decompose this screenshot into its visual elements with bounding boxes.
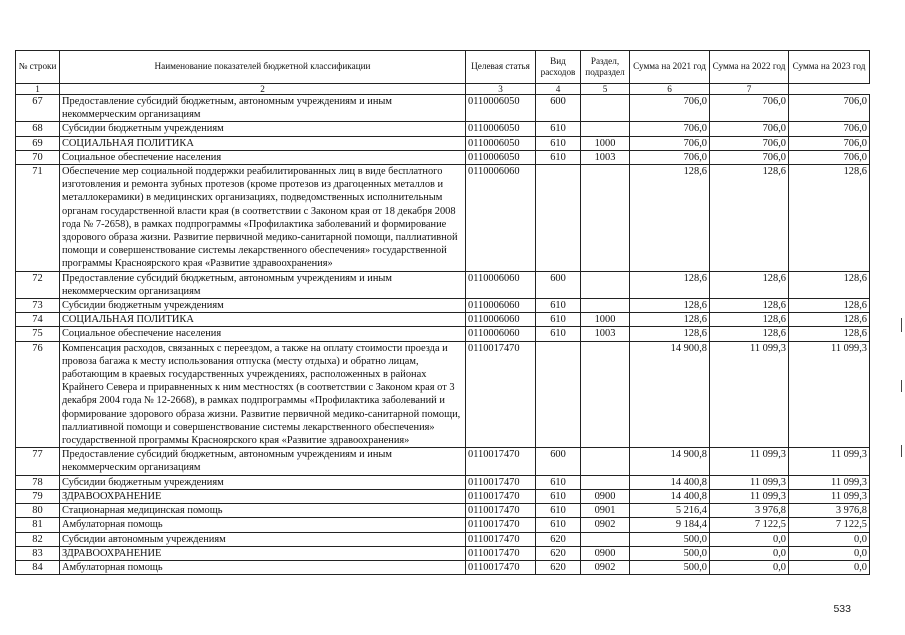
row-number-cell: 77 — [16, 448, 60, 475]
row-number-cell: 73 — [16, 299, 60, 313]
section-code-cell: 0901 — [581, 504, 630, 518]
row-number-cell: 76 — [16, 341, 60, 448]
target-article-cell: 0110017470 — [466, 518, 536, 532]
sum-2023-cell: 128,6 — [789, 299, 870, 313]
column-number: 5 — [581, 84, 630, 95]
sum-2021-cell: 500,0 — [630, 546, 710, 560]
indicator-name-cell: Обеспечение мер социальной поддержки реабилитированных лиц в виде бесплатного изготовления и ремонта зубных протезов (кроме протезов из драгоценных металлов и металлокерамики) в медицинских организациях, подведомственных исполнительным органам государственной власти края (в соответствии с Законом края от 18 декабря 2008 года № 7-2658), в рамках подпрограммы «Профилактика заболеваний и формирование здорового образа жизни. Развитие первичной медико-санитарной помощи, паллиативной помощи и совершенствование системы лекарственного обеспечения» государственной программы Красноярского края «Развитие здравоохранения» — [60, 165, 466, 272]
sum-2023-cell: 11 099,3 — [789, 448, 870, 475]
sum-2021-cell: 9 184,4 — [630, 518, 710, 532]
table-row — [16, 150, 870, 164]
sum-2022-cell: 0,0 — [710, 560, 789, 574]
header-row — [16, 51, 870, 84]
expense-type-cell: 620 — [536, 532, 581, 546]
expense-type-cell: 620 — [536, 560, 581, 574]
sum-2023-cell: 128,6 — [789, 271, 870, 298]
section-code-cell — [581, 341, 630, 448]
target-article-cell: 0110017470 — [466, 532, 536, 546]
row-number-cell: 75 — [16, 327, 60, 341]
sum-2021-cell: 706,0 — [630, 136, 710, 150]
column-number: 3 — [466, 84, 536, 95]
expense-type-cell: 610 — [536, 504, 581, 518]
indicator-name-cell: ЗДРАВООХРАНЕНИЕ — [60, 489, 466, 503]
table-row — [16, 489, 870, 503]
sum-2022-cell: 128,6 — [710, 299, 789, 313]
sum-2023-cell: 11 099,3 — [789, 475, 870, 489]
target-article-cell: 0110017470 — [466, 504, 536, 518]
table-row — [16, 299, 870, 313]
table-row — [16, 560, 870, 574]
indicator-name-cell: Социальное обеспечение населения — [60, 150, 466, 164]
sum-2022-cell: 706,0 — [710, 136, 789, 150]
sum-2023-cell: 706,0 — [789, 150, 870, 164]
expense-type-cell: 600 — [536, 271, 581, 298]
sum-2021-cell: 14 900,8 — [630, 341, 710, 448]
target-article-cell: 0110006050 — [466, 122, 536, 136]
table-row — [16, 165, 870, 272]
row-number-cell: 82 — [16, 532, 60, 546]
column-number-row — [16, 84, 870, 95]
sum-2021-cell: 706,0 — [630, 95, 710, 122]
table-row — [16, 271, 870, 298]
scan-edge-mark — [901, 318, 902, 332]
sum-2023-cell: 0,0 — [789, 560, 870, 574]
indicator-name-cell: СОЦИАЛЬНАЯ ПОЛИТИКА — [60, 313, 466, 327]
sum-2022-cell: 128,6 — [710, 271, 789, 298]
sum-2023-cell: 11 099,3 — [789, 489, 870, 503]
sum-2022-cell: 128,6 — [710, 313, 789, 327]
header-indicator-name: Наименование показателей бюджетной классификации — [60, 51, 466, 84]
scan-edge-mark — [901, 380, 902, 392]
table-row — [16, 95, 870, 122]
section-code-cell: 1003 — [581, 150, 630, 164]
indicator-name-cell: Субсидии бюджетным учреждениям — [60, 299, 466, 313]
target-article-cell: 0110006050 — [466, 136, 536, 150]
expense-type-cell: 610 — [536, 489, 581, 503]
indicator-name-cell: Предоставление субсидий бюджетным, автономным учреждениям и иным некоммерческим организациям — [60, 95, 466, 122]
table-row — [16, 448, 870, 475]
sum-2023-cell: 706,0 — [789, 136, 870, 150]
target-article-cell: 0110017470 — [466, 341, 536, 448]
row-number-cell: 67 — [16, 95, 60, 122]
column-number: 2 — [60, 84, 466, 95]
section-code-cell: 0902 — [581, 518, 630, 532]
sum-2022-cell: 706,0 — [710, 122, 789, 136]
expense-type-cell: 610 — [536, 327, 581, 341]
expense-type-cell — [536, 165, 581, 272]
sum-2023-cell: 706,0 — [789, 122, 870, 136]
row-number-cell: 79 — [16, 489, 60, 503]
sum-2021-cell: 128,6 — [630, 299, 710, 313]
section-code-cell: 0900 — [581, 489, 630, 503]
row-number-cell: 80 — [16, 504, 60, 518]
table-row — [16, 546, 870, 560]
expense-type-cell: 600 — [536, 448, 581, 475]
table-row — [16, 341, 870, 448]
sum-2023-cell: 128,6 — [789, 165, 870, 272]
target-article-cell: 0110006060 — [466, 313, 536, 327]
row-number-cell: 78 — [16, 475, 60, 489]
header-sum-2023: Сумма на 2023 год — [789, 51, 870, 84]
sum-2022-cell: 11 099,3 — [710, 448, 789, 475]
section-code-cell: 0902 — [581, 560, 630, 574]
indicator-name-cell: Стационарная медицинская помощь — [60, 504, 466, 518]
header-target-article: Целевая статья — [466, 51, 536, 84]
target-article-cell: 0110017470 — [466, 489, 536, 503]
indicator-name-cell: Предоставление субсидий бюджетным, автономным учреждениям и иным некоммерческим организациям — [60, 448, 466, 475]
budget-document — [15, 50, 869, 575]
target-article-cell: 0110006050 — [466, 150, 536, 164]
sum-2021-cell: 128,6 — [630, 327, 710, 341]
row-number-cell: 81 — [16, 518, 60, 532]
section-code-cell: 1000 — [581, 313, 630, 327]
section-code-cell — [581, 165, 630, 272]
indicator-name-cell: СОЦИАЛЬНАЯ ПОЛИТИКА — [60, 136, 466, 150]
indicator-name-cell: Субсидии бюджетным учреждениям — [60, 475, 466, 489]
sum-2021-cell: 500,0 — [630, 532, 710, 546]
header-row-number: № строки — [16, 51, 60, 84]
sum-2022-cell: 0,0 — [710, 532, 789, 546]
header-sum-2021: Сумма на 2021 год — [630, 51, 710, 84]
sum-2021-cell: 128,6 — [630, 313, 710, 327]
sum-2021-cell: 128,6 — [630, 165, 710, 272]
section-code-cell — [581, 475, 630, 489]
section-code-cell — [581, 448, 630, 475]
expense-type-cell: 610 — [536, 313, 581, 327]
sum-2022-cell: 3 976,8 — [710, 504, 789, 518]
sum-2021-cell: 5 216,4 — [630, 504, 710, 518]
sum-2022-cell: 128,6 — [710, 327, 789, 341]
header-sum-2022: Сумма на 2022 год — [710, 51, 789, 84]
column-number: 7 — [710, 84, 789, 95]
expense-type-cell: 610 — [536, 518, 581, 532]
sum-2022-cell: 706,0 — [710, 150, 789, 164]
row-number-cell: 72 — [16, 271, 60, 298]
sum-2021-cell: 128,6 — [630, 271, 710, 298]
table-row — [16, 532, 870, 546]
sum-2021-cell: 500,0 — [630, 560, 710, 574]
table-row — [16, 327, 870, 341]
expense-type-cell: 610 — [536, 150, 581, 164]
sum-2022-cell: 11 099,3 — [710, 489, 789, 503]
indicator-name-cell: Амбулаторная помощь — [60, 560, 466, 574]
section-code-cell — [581, 95, 630, 122]
expense-type-cell: 610 — [536, 299, 581, 313]
indicator-name-cell: Предоставление субсидий бюджетным, автономным учреждениям и иным некоммерческим организациям — [60, 271, 466, 298]
sum-2023-cell: 0,0 — [789, 532, 870, 546]
sum-2021-cell: 14 900,8 — [630, 448, 710, 475]
row-number-cell: 69 — [16, 136, 60, 150]
indicator-name-cell: Амбулаторная помощь — [60, 518, 466, 532]
table-row — [16, 136, 870, 150]
expense-type-cell: 600 — [536, 95, 581, 122]
row-number-cell: 83 — [16, 546, 60, 560]
sum-2023-cell: 7 122,5 — [789, 518, 870, 532]
sum-2023-cell: 128,6 — [789, 313, 870, 327]
indicator-name-cell: Субсидии автономным учреждениям — [60, 532, 466, 546]
section-code-cell: 0900 — [581, 546, 630, 560]
sum-2022-cell: 0,0 — [710, 546, 789, 560]
row-number-cell: 68 — [16, 122, 60, 136]
expense-type-cell: 610 — [536, 136, 581, 150]
sum-2023-cell: 3 976,8 — [789, 504, 870, 518]
target-article-cell: 0110017470 — [466, 448, 536, 475]
indicator-name-cell: Субсидии бюджетным учреждениям — [60, 122, 466, 136]
table-row — [16, 518, 870, 532]
target-article-cell: 0110006060 — [466, 299, 536, 313]
column-number: 6 — [630, 84, 710, 95]
indicator-name-cell: Компенсация расходов, связанных с переездом, а также на оплату стоимости проезда и провоза багажа к месту использования отпуска (месту отдыха) и обратно лицам, работающим в краевых государственных учреждениях, расположенных в районах Крайнего Севера и приравненных к ним местностях (в соответствии с Законом края от 3 декабря 2004 года № 12-2668), в рамках подпрограммы «Профилактика заболеваний и формирование здорового образа жизни. Развитие первичной медико-санитарной помощи, паллиативной помощи и совершенствование системы лекарственного обеспечения» государственной программы Красноярского края «Развитие здравоохранения» — [60, 341, 466, 448]
expense-type-cell: 610 — [536, 475, 581, 489]
scan-edge-mark — [901, 445, 902, 457]
target-article-cell: 0110017470 — [466, 560, 536, 574]
section-code-cell: 1000 — [581, 136, 630, 150]
sum-2021-cell: 706,0 — [630, 150, 710, 164]
table-row — [16, 504, 870, 518]
target-article-cell: 0110006060 — [466, 327, 536, 341]
sum-2021-cell: 14 400,8 — [630, 475, 710, 489]
column-number: 4 — [536, 84, 581, 95]
table-row — [16, 313, 870, 327]
indicator-name-cell: ЗДРАВООХРАНЕНИЕ — [60, 546, 466, 560]
indicator-name-cell: Социальное обеспечение населения — [60, 327, 466, 341]
section-code-cell — [581, 299, 630, 313]
target-article-cell: 0110017470 — [466, 546, 536, 560]
sum-2023-cell: 706,0 — [789, 95, 870, 122]
header-expense-type: Вид расходов — [536, 51, 581, 84]
page-number: 533 — [833, 603, 851, 615]
target-article-cell: 0110017470 — [466, 475, 536, 489]
sum-2022-cell: 11 099,3 — [710, 341, 789, 448]
sum-2023-cell: 128,6 — [789, 327, 870, 341]
sum-2023-cell: 11 099,3 — [789, 341, 870, 448]
column-number: 1 — [16, 84, 60, 95]
expense-type-cell: 610 — [536, 122, 581, 136]
section-code-cell: 1003 — [581, 327, 630, 341]
row-number-cell: 84 — [16, 560, 60, 574]
section-code-cell — [581, 122, 630, 136]
header-section: Раздел, подраздел — [581, 51, 630, 84]
target-article-cell: 0110006060 — [466, 165, 536, 272]
target-article-cell: 0110006060 — [466, 271, 536, 298]
table-body — [16, 95, 870, 575]
sum-2022-cell: 7 122,5 — [710, 518, 789, 532]
row-number-cell: 74 — [16, 313, 60, 327]
sum-2023-cell: 0,0 — [789, 546, 870, 560]
sum-2021-cell: 706,0 — [630, 122, 710, 136]
sum-2022-cell: 128,6 — [710, 165, 789, 272]
sum-2021-cell: 14 400,8 — [630, 489, 710, 503]
target-article-cell: 0110006050 — [466, 95, 536, 122]
sum-2022-cell: 706,0 — [710, 95, 789, 122]
row-number-cell: 70 — [16, 150, 60, 164]
table-row — [16, 475, 870, 489]
row-number-cell: 71 — [16, 165, 60, 272]
table-row — [16, 122, 870, 136]
section-code-cell — [581, 271, 630, 298]
sum-2022-cell: 11 099,3 — [710, 475, 789, 489]
expense-type-cell — [536, 341, 581, 448]
budget-table — [15, 50, 870, 575]
expense-type-cell: 620 — [536, 546, 581, 560]
section-code-cell — [581, 532, 630, 546]
